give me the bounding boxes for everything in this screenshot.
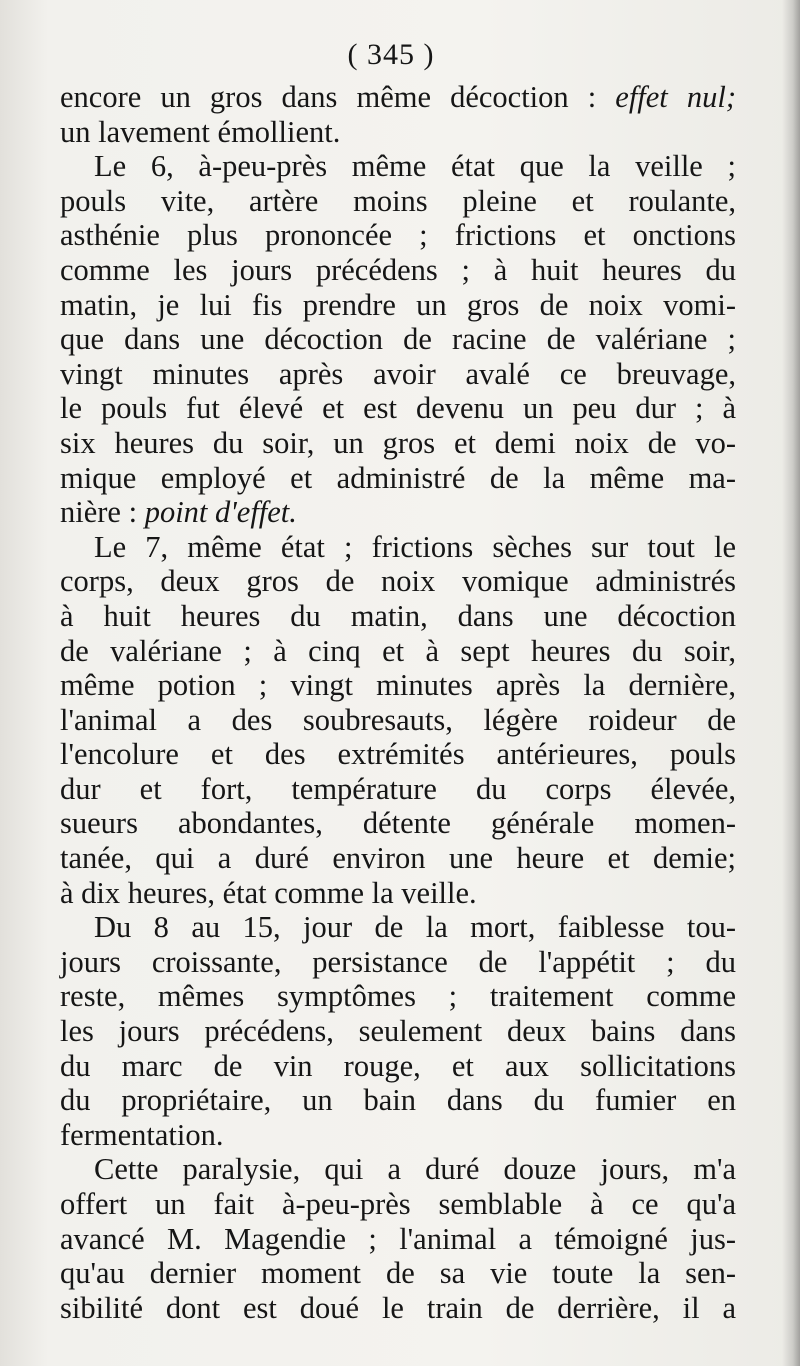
text-line: [60, 1291, 736, 1326]
text-line: [60, 1049, 736, 1084]
text-line: [60, 149, 736, 184]
text-line-content: dur et fort, température du corps élevée,: [60, 771, 736, 806]
text-line-content: qu'au dernier moment de sa vie toute la sen-: [60, 1256, 736, 1291]
text-line: [60, 945, 736, 980]
italic-phrase: effet nul;: [615, 80, 736, 114]
text-line: [60, 876, 736, 911]
text-line: [60, 1118, 736, 1153]
text-line-content: l'animal a des soubresauts, légère roideur de: [60, 702, 736, 737]
italic-phrase: point d'effet.: [144, 495, 297, 530]
text-line-content: encore un gros dans même décoction :: [60, 80, 616, 114]
text-line-content: l'encolure et des extrémités antérieures, pouls: [60, 737, 736, 772]
text-line: [60, 1014, 736, 1049]
text-line: [60, 288, 736, 323]
text-line: [60, 495, 736, 530]
text-line: [60, 1152, 736, 1187]
text-line-content: à huit heures du matin, dans une décoction: [60, 598, 736, 633]
text-line-content: Cette paralysie, qui a duré douze jours, m'a: [94, 1152, 736, 1187]
text-line-content: Le 7, même état ; frictions sèches sur tout le: [94, 529, 736, 564]
text-line: [60, 253, 736, 288]
paragraph: [60, 530, 736, 911]
text-line: [60, 357, 736, 392]
text-line: [60, 80, 736, 115]
paragraph: [60, 910, 736, 1152]
paragraph: [60, 1152, 736, 1325]
text-line: [60, 806, 736, 841]
text-line: [60, 599, 736, 634]
text-line: [60, 910, 736, 945]
text-line-content: de valériane ; à cinq et à sept heures du soir,: [60, 633, 736, 668]
text-line: [60, 979, 736, 1014]
page-edge-shadow: [782, 0, 800, 1366]
text-line-content: du marc de vin rouge, et aux sollicitations: [60, 1048, 736, 1083]
text-line-content: sueurs abondantes, détente générale momen-: [60, 806, 736, 841]
text-line-content: que dans une décoction de racine de valériane ;: [60, 322, 736, 357]
text-line-content: Le 6, à-peu-près même état que la veille ;: [94, 149, 736, 184]
text-line-content: vingt minutes après avoir avalé ce breuvage,: [60, 356, 736, 391]
text-line-content: six heures du soir, un gros et demi noix de vo-: [60, 425, 736, 460]
text-line-content: fermentation.: [60, 1117, 224, 1152]
text-line-content: pouls vite, artère moins pleine et roulante,: [60, 183, 736, 218]
text-line: [60, 1256, 736, 1291]
text-line: [60, 218, 736, 253]
text-line: [60, 634, 736, 669]
paragraph: [60, 149, 736, 530]
text-line-content: comme les jours précédens ; à huit heures du: [60, 252, 736, 287]
text-line: [60, 461, 736, 496]
text-line-content: sibilité dont est doué le train de derrière, il a: [60, 1290, 736, 1325]
paragraph: [60, 80, 736, 149]
text-line-content: nière :: [60, 495, 145, 530]
text-line-content: Du 8 au 15, jour de la mort, faiblesse tou-: [94, 910, 736, 945]
text-line-content: mique employé et administré de la même ma-: [60, 460, 736, 495]
text-line-content: avancé M. Magendie ; l'animal a témoigné jus-: [60, 1221, 736, 1256]
text-line: [60, 184, 736, 219]
text-line: [60, 737, 736, 772]
text-line: [60, 703, 736, 738]
text-line-content: corps, deux gros de noix vomique administrés: [60, 564, 736, 599]
text-line: [60, 1222, 736, 1257]
text-line-content: tanée, qui a duré environ une heure et demie;: [60, 841, 736, 876]
text-line: [60, 841, 736, 876]
text-line: [60, 668, 736, 703]
text-line-content: du propriétaire, un bain dans du fumier en: [60, 1083, 736, 1118]
text-line: [60, 530, 736, 565]
text-line-content: même potion ; vingt minutes après la dernière,: [60, 668, 736, 703]
text-line-content: les jours précédens, seulement deux bains dans: [60, 1014, 736, 1049]
text-line-content: offert un fait à-peu-près semblable à ce qu'a: [60, 1187, 736, 1221]
text-line: [60, 564, 736, 599]
text-line-content: matin, je lui fis prendre un gros de noix vomi-: [60, 287, 736, 322]
text-line: [60, 391, 736, 426]
text-line: [60, 772, 736, 807]
text-line-content: un lavement émollient.: [60, 114, 341, 149]
text-line-content: asthénie plus prononcée ; frictions et onctions: [60, 218, 736, 253]
text-line-content: le pouls fut élevé et est devenu un peu dur ; à: [60, 391, 736, 426]
body-text: [60, 80, 736, 1325]
text-line: [60, 115, 736, 150]
text-line-content: à dix heures, état comme la veille.: [60, 875, 477, 910]
text-line: [60, 1187, 736, 1222]
text-line-content: reste, mêmes symptômes ; traitement comme: [60, 979, 736, 1014]
page-number: ( 345 ): [347, 38, 435, 71]
text-line: [60, 322, 736, 357]
text-line-content: jours croissante, persistance de l'appétit ; du: [60, 944, 736, 979]
text-line: [60, 1083, 736, 1118]
text-line: [60, 426, 736, 461]
